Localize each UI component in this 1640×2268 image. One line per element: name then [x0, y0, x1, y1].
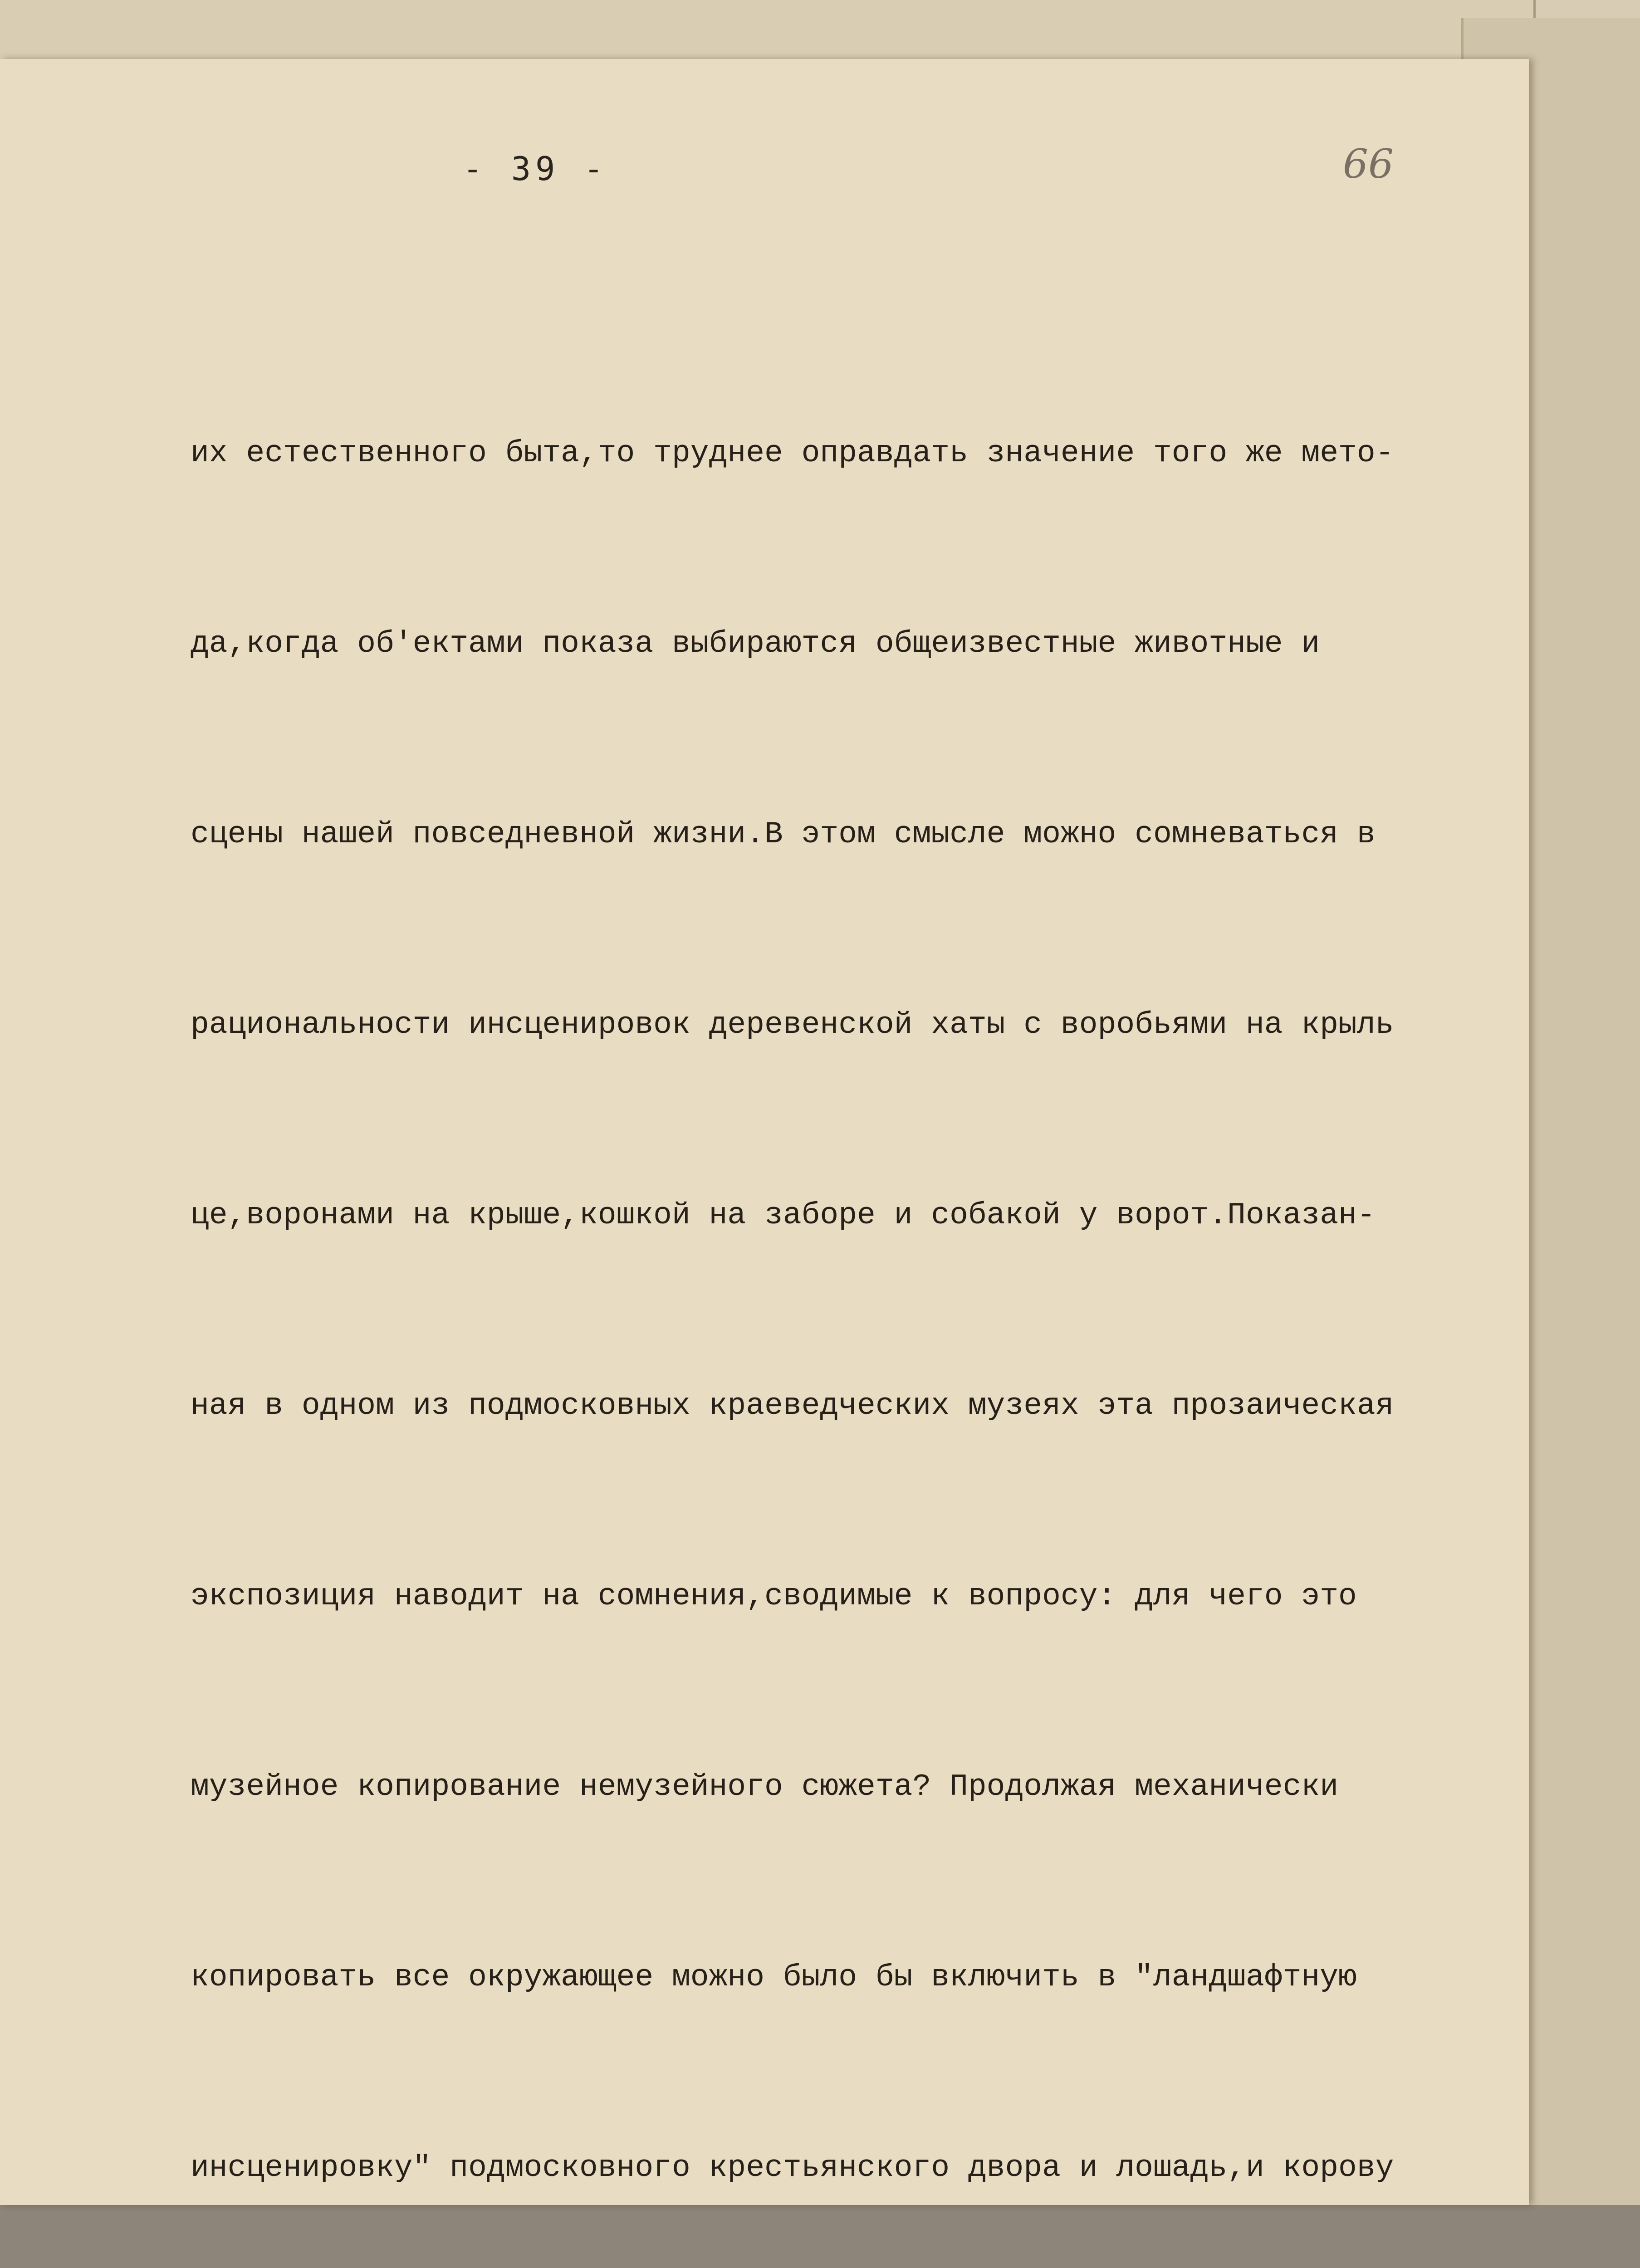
page-number: - 39 -: [463, 150, 608, 188]
text-line: рациональности инсценировок деревенской хаты с воробьями на крыль: [191, 1007, 1394, 1042]
text-line: их естественного быта,то труднее оправдать значение того же мето-: [191, 436, 1394, 471]
text-line: ная в одном из подмосковных краеведческих музеях эта прозаическая: [191, 1388, 1394, 1423]
text-line: музейное копирование немузейного сюжета? Продолжая механически: [191, 1769, 1339, 1804]
document-page: [0, 59, 1529, 2205]
body-text: [191, 295, 1529, 2268]
text-line: экспозиция наводит на сомнения,сводимые к вопросу: для чего это: [191, 1579, 1357, 1614]
text-line: це,воронами на крыше,кошкой на заборе и собакой у ворот.Показан-: [191, 1198, 1376, 1233]
archive-number: 66: [1343, 141, 1394, 187]
text-line: копировать все окружающее можно было бы включить в "ландшафтную: [191, 1960, 1357, 1995]
text-line: инсценировку" подмосковного крестьянского двора и лошадь,и корову: [191, 2151, 1394, 2185]
text-line: да,когда об'ектами показа выбираются общеизвестные животные и: [191, 626, 1320, 661]
text-line: сцены нашей повседневной жизни.В этом смысле можно сомневаться в: [191, 817, 1376, 852]
